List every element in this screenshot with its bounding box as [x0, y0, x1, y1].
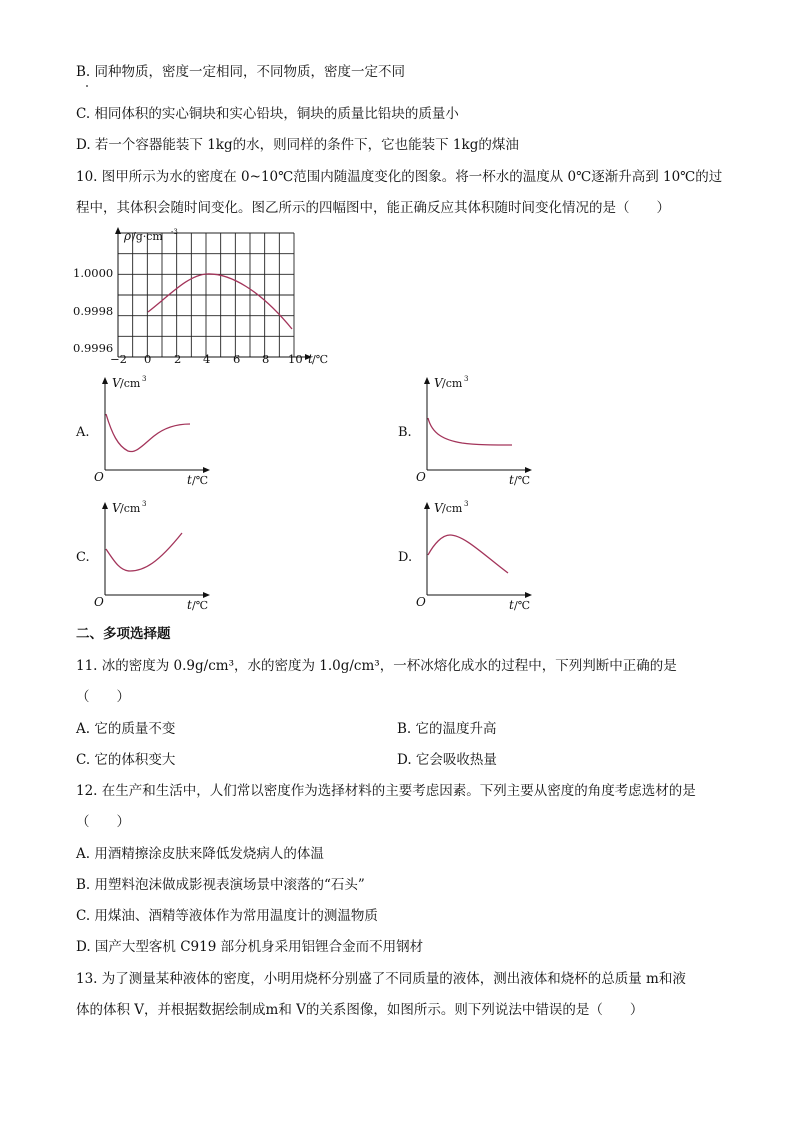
density-y-axis-arrow: [115, 227, 121, 234]
q12-option-a: A. 用酒精擦涂皮肤来降低发烧病人的体温: [76, 846, 324, 862]
q10-option-b-graph: [414, 374, 544, 486]
t-axis-arrow: [203, 467, 210, 473]
v-axis-label: V: [112, 501, 121, 515]
q11-stem-line2: （ ）: [76, 689, 130, 705]
t-axis-unit: /℃: [192, 599, 209, 611]
density-xlabel-unit: /℃: [312, 353, 329, 366]
q10-stem-line1: 10. 图甲所示为水的密度在 0~10℃范围内随温度变化的图象。将一杯水的温度从 0℃逐渐升高到 10℃的过: [76, 169, 723, 185]
volume-curve: [428, 418, 512, 445]
v-axis-unit-exp: 3: [464, 500, 469, 508]
q9-option-b: B. 同种物质，密度一定相同，不同物质，密度一定不同: [76, 64, 406, 80]
v-axis-unit: /cm: [120, 377, 141, 390]
v-axis-arrow: [424, 377, 430, 384]
t-axis-arrow: [525, 467, 532, 473]
density-ytick-3: 0.9996: [73, 341, 114, 355]
volume-curve: [428, 535, 508, 573]
q10-option-d-label: D.: [398, 550, 413, 565]
t-axis-label: t: [509, 473, 514, 486]
v-axis-unit: /cm: [442, 502, 463, 515]
q10-option-b-label: B.: [398, 425, 412, 440]
density-ylabel-rho: ρ: [124, 229, 132, 243]
v-axis-unit-exp: 3: [464, 375, 469, 383]
q10-option-c-label: C.: [76, 550, 90, 565]
v-axis-unit: /cm: [120, 502, 141, 515]
origin-label: O: [94, 470, 104, 484]
q11-stem-line1: 11. 冰的密度为 0.9g/cm³，水的密度为 1.0g/cm³，一杯冰熔化成水的过程中，下列判断中正确的是: [76, 658, 677, 674]
q12-stem-line1: 12. 在生产和生活中，人们常以密度作为选择材料的主要考虑因素。下列主要从密度的角度考虑选材的是: [76, 783, 696, 799]
q12-option-b: B. 用塑料泡沫做成影视表演场景中滚落的“石头”: [76, 877, 365, 893]
q10-option-d-graph: [414, 499, 544, 611]
q11-option-c: C. 它的体积变大: [76, 752, 176, 768]
density-xtick-0: 0: [144, 352, 152, 366]
density-ylabel-exp: -3: [171, 228, 178, 236]
v-axis-label: V: [434, 501, 443, 515]
q13-stem-line1: 13. 为了测量某种液体的密度，小明用烧杯分别盛了不同质量的液体，测出液体和烧杯的总质量 m和液: [76, 971, 686, 987]
t-axis-unit: /℃: [514, 599, 531, 611]
q10-option-c-graph: [92, 499, 222, 611]
t-axis-label: t: [187, 473, 192, 486]
q11-option-d: D. 它会吸收热量: [397, 752, 497, 768]
density-xtick-4: 4: [203, 352, 211, 366]
q10-option-a-label: A.: [76, 425, 90, 440]
origin-label: O: [416, 470, 426, 484]
q12-option-c: C. 用煤油、酒精等液体作为常用温度计的测温物质: [76, 908, 378, 924]
v-axis-arrow: [424, 502, 430, 509]
q12-stem-line2: （ ）: [76, 814, 130, 830]
density-xtick-10: 10: [288, 352, 303, 366]
q10-stem-line2: 程中，其体积会随时间变化。图乙所示的四幅图中，能正确反应其体积随时间变化情况的是（ ）: [76, 200, 670, 216]
t-axis-label: t: [187, 598, 192, 611]
v-axis-arrow: [102, 377, 108, 384]
t-axis-arrow: [525, 592, 532, 598]
density-ytick-2: 0.9998: [73, 304, 114, 318]
density-xtick-m2: −2: [110, 352, 127, 366]
v-axis-label: V: [112, 376, 121, 390]
section-title-multiple-choice: 二、多项选择题: [76, 626, 171, 642]
origin-label: O: [416, 595, 426, 609]
v-axis-unit-exp: 3: [142, 500, 147, 508]
v-axis-label: V: [434, 376, 443, 390]
v-axis-arrow: [102, 502, 108, 509]
density-grid: [118, 233, 294, 357]
density-xtick-8: 8: [262, 352, 270, 366]
volume-curve: [106, 414, 190, 452]
q11-option-a: A. 它的质量不变: [76, 721, 176, 737]
density-xtick-2: 2: [174, 352, 182, 366]
q11-option-b: B. 它的温度升高: [397, 721, 497, 737]
density-xtick-6: 6: [233, 352, 241, 366]
t-axis-arrow: [203, 592, 210, 598]
density-curve: [148, 274, 292, 329]
density-temperature-graph: [70, 225, 340, 370]
t-axis-unit: /℃: [192, 474, 209, 486]
q10-option-a-graph: [92, 374, 222, 486]
q12-option-d: D. 国产大型客机 C919 部分机身采用铝锂合金而不用钢材: [76, 939, 424, 955]
q13-stem-line2: 体的体积 V，并根据数据绘制成m和 V的关系图像，如图所示。则下列说法中错误的是（ ）: [76, 1002, 644, 1018]
v-axis-unit: /cm: [442, 377, 463, 390]
density-ylabel-unit: /g·cm: [132, 230, 163, 243]
q9-option-c: C. 相同体积的实心铜块和实心铅块，铜块的质量比铅块的质量小: [76, 106, 459, 122]
q9-option-d: D. 若一个容器能装下 1kg的水，则同样的条件下，它也能装下 1kg的煤油: [76, 137, 519, 153]
volume-curve: [106, 533, 182, 571]
t-axis-label: t: [509, 598, 514, 611]
density-ytick-1: 1.0000: [73, 266, 114, 280]
v-axis-unit-exp: 3: [142, 375, 147, 383]
origin-label: O: [94, 595, 104, 609]
stray-dot: [86, 85, 88, 87]
density-xlabel-t: t: [308, 352, 313, 366]
t-axis-unit: /℃: [514, 474, 531, 486]
